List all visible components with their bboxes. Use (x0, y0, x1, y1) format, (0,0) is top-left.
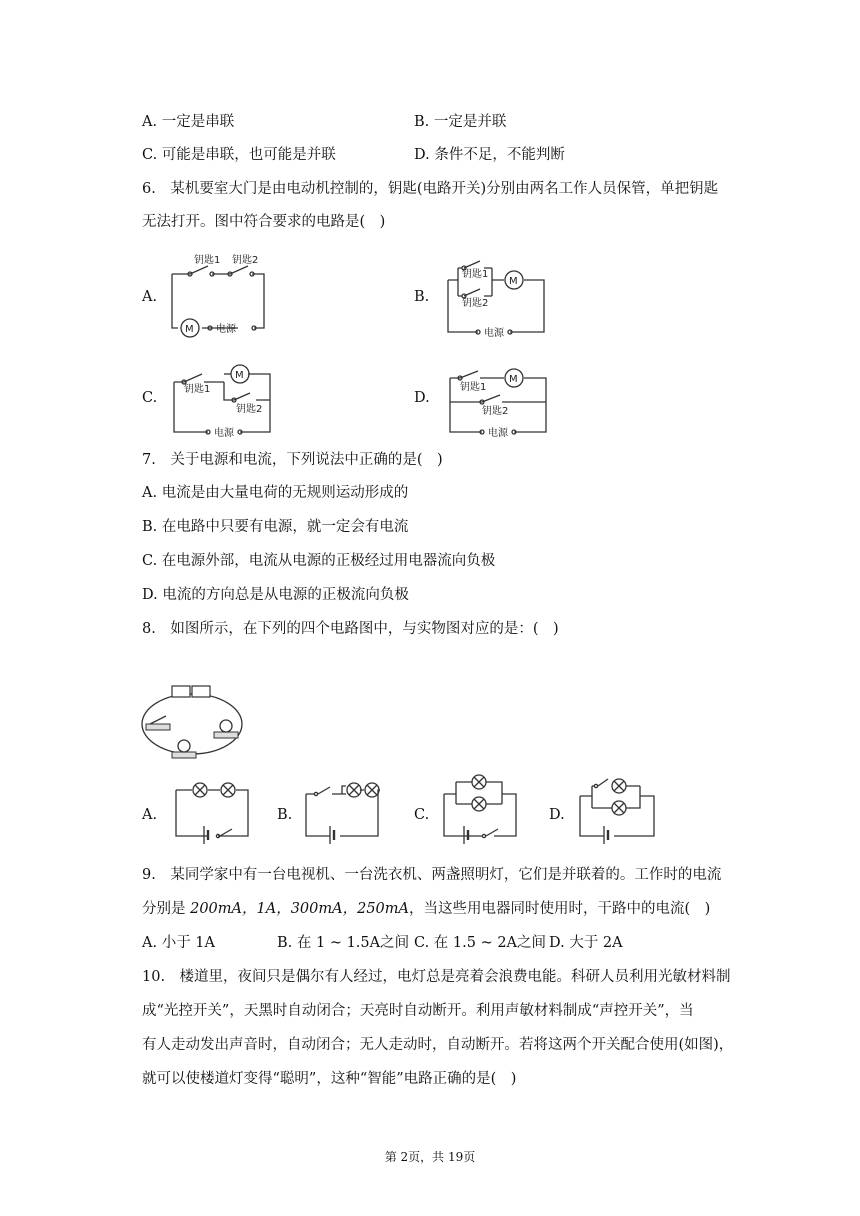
q8-circuit-c (440, 776, 520, 840)
q6d-key2-label: 钥匙2 (482, 406, 509, 417)
q6-option-c-label: C. (142, 390, 158, 406)
q7-option-c: C. 在电源外部，电流从电源的正极经过用电器流向负极 (142, 553, 496, 569)
q7-option-b: B. 在电路中只要有电源，就一定会有电流 (142, 519, 409, 535)
q9-stem-line1: 9. 某同学家中有一台电视机、一台洗衣机、两盏照明灯，它们是并联着的。工作时的电流 (142, 867, 722, 883)
q8-option-c-label: C. (414, 807, 430, 823)
q7-stem: 7. 关于电源和电流，下列说法中正确的是( ) (142, 452, 443, 468)
q8-circuit-d (576, 778, 660, 840)
q8-option-b-label: B. (277, 807, 293, 823)
q6a-source-label: 电源 (216, 324, 236, 335)
q8-option-a-label: A. (142, 807, 158, 823)
q6-option-d-label: D. (414, 390, 430, 406)
q6c-key1-label: 钥匙1 (184, 384, 211, 395)
q10-stem-line2: 成“光控开关”，天黑时自动闭合；天亮时自动断开。利用声敏材料制成“声控开关”，当 (142, 1003, 694, 1019)
q6-stem-line1: 6. 某机要室大门是由电动机控制的，钥匙(电路开关)分别由两名工作人员保管，单把钥匙 (142, 181, 719, 197)
q5-option-a: A. 一定是串联 (142, 114, 235, 130)
q6a-key1-label: 钥匙1 (194, 255, 221, 266)
q5-option-d: D. 条件不足，不能判断 (414, 147, 565, 163)
q6a-key2-label: 钥匙2 (232, 255, 259, 266)
q7-option-a: A. 电流是由大量电荷的无规则运动形成的 (142, 485, 409, 501)
q8-circuit-b (302, 782, 382, 840)
q10-stem-line4: 就可以使楼道灯变得“聪明”，这种“智能”电路正确的是( ) (142, 1071, 517, 1087)
q6b-key2-label: 钥匙2 (462, 298, 489, 309)
q9-currents: 200mA，1A，300mA，250mA (190, 901, 409, 917)
q6-option-a-label: A. (142, 289, 158, 305)
q9-option-c: C. 在 1.5 ~ 2A之间 (414, 935, 547, 951)
q6-circuit-b (444, 250, 554, 338)
q9-option-b: B. 在 1 ~ 1.5A之间 (277, 935, 410, 951)
q6a-motor: M (185, 324, 194, 335)
q8-stem: 8. 如图所示，在下列的四个电路图中，与实物图对应的是：( ) (142, 621, 559, 637)
q10-stem-line1: 10. 楼道里，夜间只是偶尔有人经过，电灯总是亮着会浪费电能。科研人员利用光敏材料制 (142, 969, 731, 985)
q6d-key1-label: 钥匙1 (460, 382, 487, 393)
q6-circuit-d (446, 362, 556, 440)
q5-option-c: C. 可能是串联，也可能是并联 (142, 147, 336, 163)
q6d-source-label: 电源 (488, 428, 508, 439)
q9-option-d: D. 大于 2A (549, 935, 623, 951)
q6-circuit-a (168, 252, 278, 340)
q5-option-b: B. 一定是并联 (414, 114, 507, 130)
q9-option-a: A. 小于 1A (142, 935, 216, 951)
q8-circuit-a (172, 782, 252, 840)
q6-circuit-c (170, 360, 280, 440)
q9-stem-line2: 分别是 200mA，1A，300mA，250mA，当这些用电器同时使用时，干路中的电流( ) (142, 901, 711, 917)
q6-option-b-label: B. (414, 289, 430, 305)
q8-option-d-label: D. (549, 807, 565, 823)
q6b-source-label: 电源 (484, 328, 504, 339)
q6-stem-line2: 无法打开。图中符合要求的电路是( ) (142, 214, 386, 230)
page-footer: 第 2页，共 19页 (384, 1150, 476, 1164)
q6c-source-label: 电源 (214, 428, 234, 439)
q8-physical-diagram (140, 680, 250, 764)
q6b-motor: M (509, 276, 518, 287)
q10-stem-line3: 有人走动发出声音时，自动闭合；无人走动时，自动断开。若将这两个开关配合使用(如图)， (142, 1037, 734, 1053)
q6b-key1-label: 钥匙1 (462, 269, 489, 280)
q6c-motor: M (235, 370, 244, 381)
q7-option-d: D. 电流的方向总是从电源的正极流向负极 (142, 587, 409, 603)
q6c-key2-label: 钥匙2 (236, 404, 263, 415)
q6d-motor: M (509, 374, 518, 385)
